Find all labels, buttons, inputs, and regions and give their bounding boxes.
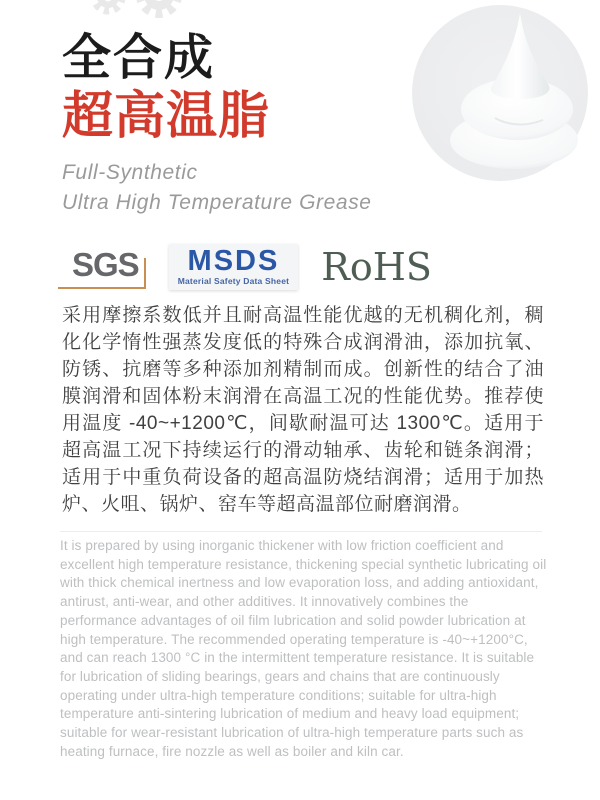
description-english: It is prepared by using inorganic thickener with low friction coefficient and excellent high temperature resistance, thickening special synthetic lubricating oil with thick chemical inertness and low evaporation loss, and adding antioxidant, antirust, anti-wear, and other additives. It innovatively combines the performance advantages of oil film lubrication and solid powder lubrication at high temperature. The recommended operating temperature is -40~+1200°C, and can reach 1300 °C in the intermittent temperature resistance. It is suitable for lubrication of sliding bearings, gears and chains that are continuously operating under ultra-high temperature conditions; suitable for ultra-high temperature anti-sintering lubrication of medium and heavy load equipment; suitable for wear-resistant lubrication of ultra-high temperature parts such as heating furnace, fire nozzle as well as boiler and kiln car.: [60, 538, 547, 759]
certification-logos: [58, 238, 432, 296]
product-header: [62, 30, 372, 218]
title-line2: 超高温脂: [62, 87, 271, 144]
section-divider: [60, 531, 542, 532]
sgs-logo-label: SGS: [72, 245, 139, 283]
msds-logo: [169, 244, 299, 290]
gear-icon-small: [95, 0, 121, 10]
gear-icon-large: [141, 0, 177, 13]
gear-decoration-icon: [0, 0, 240, 34]
product-subtitle: [62, 158, 372, 218]
product-image: [400, 0, 600, 190]
msds-logo-label: MSDS: [187, 245, 280, 277]
title-line1: 全合成: [62, 31, 216, 85]
description-chinese: 采用摩擦系数低并且耐高温性能优越的无机稠化剂，稠化化学惰性强蒸发度低的特殊合成润滑油，添加抗氧、防锈、抗磨等多种添加剂精制而成。创新性的结合了油膜润滑和固体粉末润滑在高温工况的性能优势。推荐使用温度 -40~+1200℃，间歇耐温可达 1300℃。适用于超高温工况下持续运行的滑动轴承、齿轮和链条润滑；适用于中重负荷设备的超高温防烧结润滑；适用于加热炉、火咀、锅炉、窑车等超高温部位耐磨润滑。: [62, 305, 544, 515]
grease-dollop-image: [400, 0, 600, 190]
msds-logo-caption: Material Safety Data Sheet: [177, 276, 290, 286]
sgs-logo: [58, 246, 146, 289]
subtitle-line2: Ultra High Temperature Grease: [62, 191, 372, 214]
product-title: [62, 30, 372, 145]
subtitle-line1: Full-Synthetic: [62, 161, 198, 184]
rohs-logo: RoHS: [321, 245, 432, 289]
